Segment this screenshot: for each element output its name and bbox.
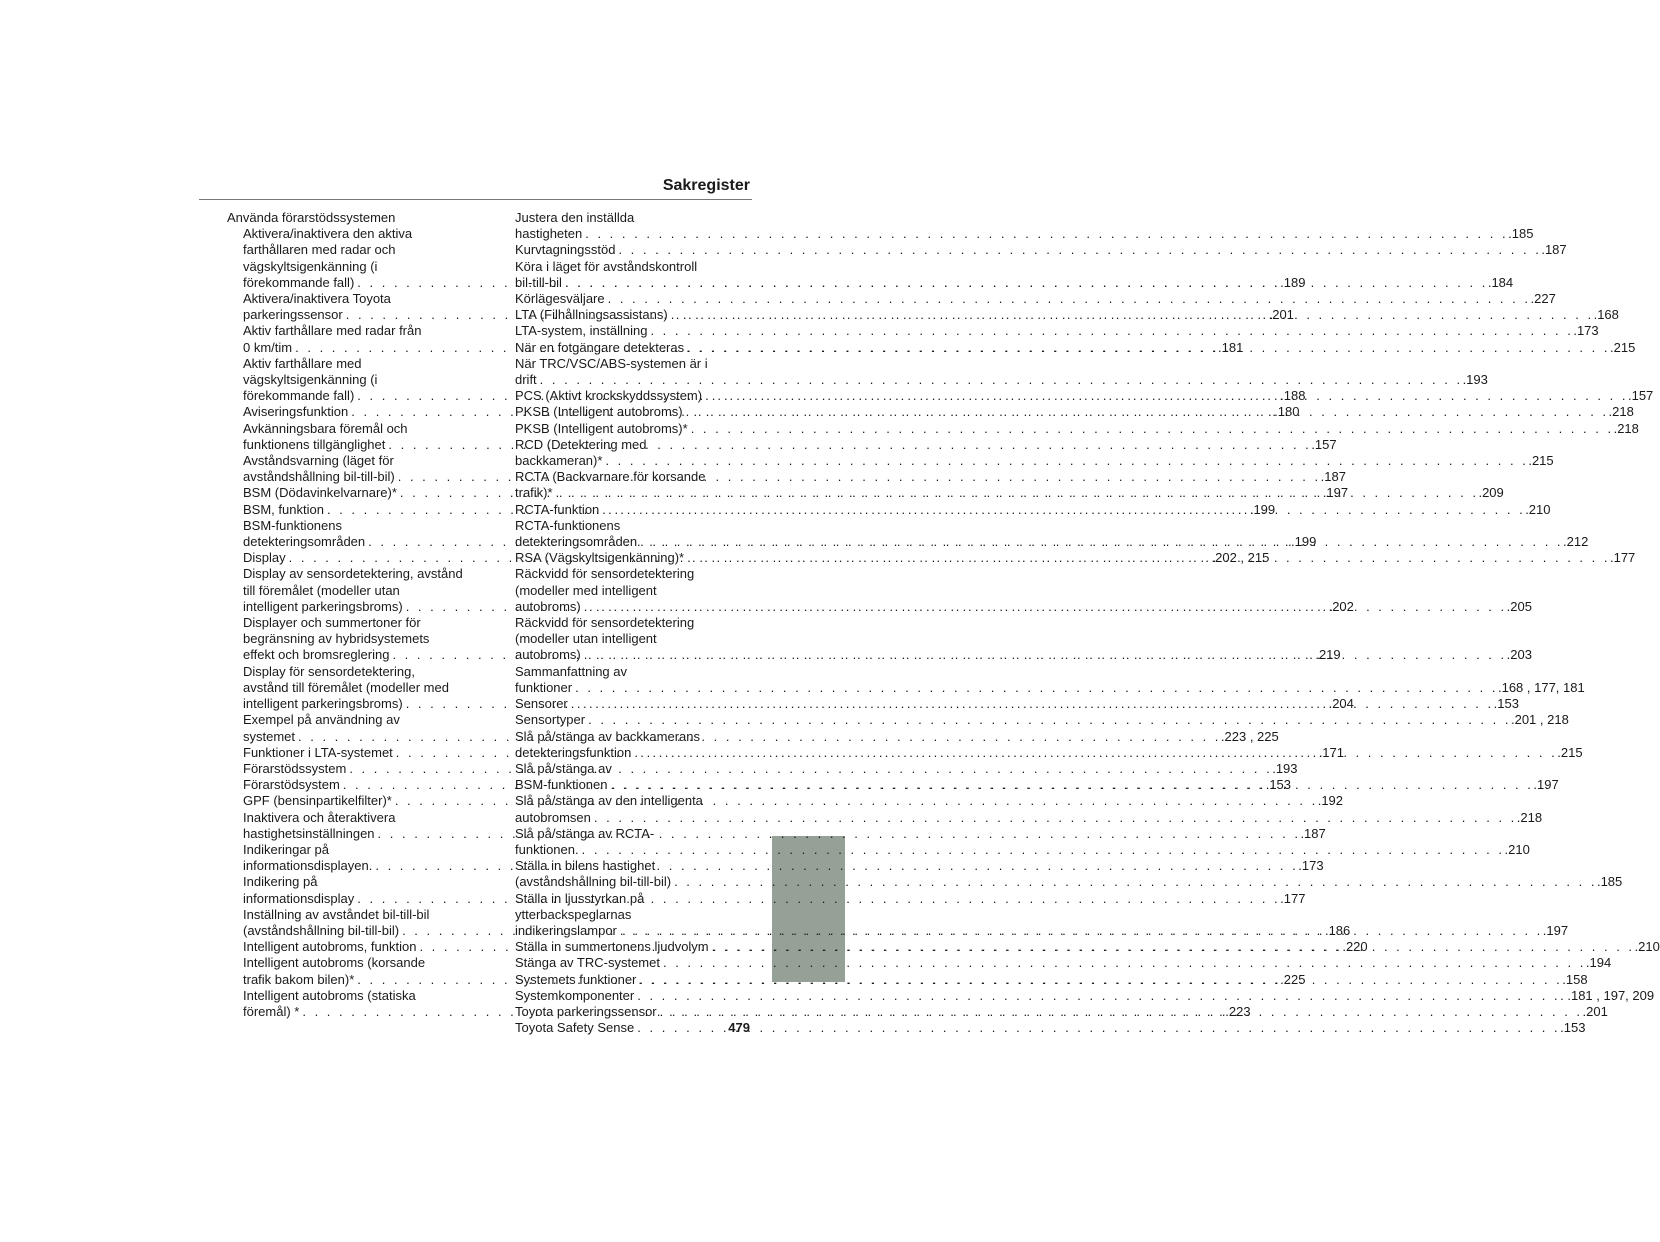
index-page-ref: .194 [1585, 955, 1612, 971]
dot-leader [684, 340, 1610, 355]
index-entry-text: Körlägesväljare [515, 291, 605, 307]
index-entry-line [515, 372, 1488, 388]
index-entry-text: Förarstödsystem [243, 777, 340, 793]
index-entry-text: hastighetsinställningen [243, 825, 375, 841]
dot-leader [599, 502, 1525, 517]
index-entry-text: Räckvidd för sensordetektering [515, 566, 695, 582]
dot-leader [660, 955, 1586, 970]
index-page-ref: .197 [1533, 777, 1559, 793]
dot-leader [688, 421, 1614, 436]
index-entry-text: Slå på/stänga av backkamerans [515, 728, 700, 744]
dot-leader [647, 323, 1573, 338]
index-entry-line [515, 712, 1569, 728]
index-page-ref: .173 [1298, 858, 1324, 874]
dot-leader [295, 729, 1221, 744]
index-page-ref: .199 [1291, 534, 1317, 550]
index-entry [515, 1020, 1586, 1036]
section-title: Sakregister [662, 177, 750, 194]
index-entry [515, 955, 1612, 971]
index-entry-text: Intelligent autobroms, funktion [243, 939, 417, 955]
dot-leader [683, 404, 1609, 419]
dot-leader [582, 226, 1508, 241]
index-entry-text: När en fotgängare detekteras [515, 339, 685, 355]
dot-leader [581, 647, 1507, 662]
index-page-ref: .153 [1560, 1020, 1586, 1036]
dot-leader [602, 453, 1528, 468]
index-entry-text: intelligent parkeringsbroms) [243, 598, 403, 614]
dot-leader [553, 485, 1479, 500]
index-page-ref: .210 [1634, 939, 1660, 955]
index-page-ref: .210 [1525, 501, 1551, 517]
index-entry-text: effekt och bromsreglering [243, 647, 390, 663]
index-entry-text: Sensortyper [515, 712, 586, 728]
index-entry-text: Intelligent autobroms (korsande [243, 955, 426, 971]
index-entry-text: detekteringsområden [515, 534, 638, 550]
index-page-ref: .157 [1627, 388, 1654, 404]
index-entry-line [515, 841, 1530, 858]
index-entry-text: Använda förarstödssystemen [227, 210, 396, 225]
index-page-ref: .187 [1541, 242, 1567, 258]
index-entry-text: Slå på/stänga av [515, 760, 612, 776]
index-entry-text: autobroms) [515, 647, 581, 663]
index-entry-text: Aktivera/inaktivera Toyota [243, 291, 391, 307]
index-entry-text: BSM, funktion [243, 501, 324, 517]
dot-leader [537, 372, 1463, 387]
index-entry-text: systemet [243, 728, 296, 744]
index-entry-text: trafik)* [515, 485, 553, 501]
dot-leader [572, 680, 1498, 695]
index-entry-text: BSM-funktionen [515, 777, 608, 793]
index-entry-text: BSM-funktionens [243, 517, 342, 533]
index-page-ref: .201 [1268, 307, 1294, 323]
dot-leader [657, 1004, 1583, 1019]
index-page-ref: .202 [1328, 598, 1354, 614]
index-entry-text: autobromsen [515, 809, 591, 825]
index-entry-text: Indikering på [243, 874, 318, 890]
index-entry-line [515, 420, 1639, 437]
index-page-ref: .215 [1557, 744, 1583, 760]
index-page-ref: .192 [1317, 793, 1344, 809]
index-page-ref: .153 [1265, 777, 1292, 793]
index-entry-text: till föremålet (modeller utan [243, 582, 400, 598]
index-entry-text: PKSB (Intelligent autobroms) [515, 404, 683, 420]
index-entry-line [515, 1020, 1586, 1036]
index-page-ref: .210 [1504, 841, 1530, 857]
index-page-ref: .185 [1596, 874, 1623, 890]
index-page-ref: .173 [1573, 323, 1599, 339]
index-page-ref: .197 [1322, 485, 1349, 501]
index-entry-line [515, 453, 1554, 469]
index-page-ref: .203 [1506, 647, 1532, 663]
dot-leader [562, 275, 1488, 290]
index-entry-text: Räckvidd för sensordetektering [515, 615, 695, 631]
index-entry-text: avstånd till föremålet (modeller med [243, 679, 449, 695]
dot-leader [709, 939, 1635, 954]
index-entry-text: Exempel på användning av [243, 712, 400, 728]
index-entry-text: GPF (bensinpartikelfilter)* [243, 793, 392, 809]
dot-leader [375, 826, 1301, 841]
index-entry-text: farthållaren med radar och [243, 242, 396, 258]
index-entry-line [515, 323, 1599, 339]
dot-leader [608, 777, 1534, 792]
index-entry-line [515, 679, 1585, 696]
dot-leader [581, 599, 1507, 614]
dot-leader [585, 712, 1511, 727]
index-entry [515, 355, 1488, 388]
index-entry-text: drift [515, 372, 537, 388]
index-page-ref: .188 [1280, 388, 1306, 404]
index-page-ref: .205 [1506, 598, 1532, 614]
header-divider [199, 199, 752, 200]
index-page-ref: .202 , 215 [1211, 550, 1270, 566]
index-entry [515, 712, 1569, 728]
index-entry-text: Display av sensordetektering, avstånd [243, 566, 463, 582]
index-entry-text: Aktivera/inaktivera den aktiva [243, 226, 413, 242]
index-entry-text: backkameran)* [515, 453, 603, 469]
index-page-ref: .212 [1563, 534, 1589, 550]
index-page-ref: .168 [1593, 307, 1619, 323]
index-page-ref: . .181 , 197, 209 [1560, 987, 1655, 1003]
dot-leader [631, 745, 1557, 760]
dot-leader [346, 761, 1272, 776]
index-entry-text: RCD (Detektering med [515, 436, 647, 452]
index-entry-text: vägskyltsigenkänning (i [243, 372, 378, 388]
index-entry-text: funktionens tillgänglighet [243, 436, 386, 452]
index-entry-text: Kurvtagningsstöd [515, 242, 616, 258]
dot-leader [615, 242, 1541, 257]
index-entry [515, 420, 1639, 437]
index-entry-text: Inställning av avståndet bil-till-bil [243, 906, 430, 922]
index-entry-text: Avståndsvarning (läget för [243, 453, 394, 469]
index-entry-text: informationsdisplayen. [243, 858, 373, 874]
index-page-ref: .227 [1530, 291, 1556, 307]
index-page-ref: .215 [1528, 453, 1554, 469]
index-entry-text: Funktioner i LTA-systemet [243, 744, 393, 760]
index-entry [515, 210, 1534, 242]
index-entry-text: ytterbackspeglarnas [515, 906, 632, 922]
index-page-ref: .186 [1324, 922, 1351, 938]
index-page-ref: .218 [1516, 809, 1543, 825]
index-page-ref: .177 [1609, 550, 1636, 566]
index-entry-line [227, 534, 1317, 550]
index-page-ref: .218 [1613, 420, 1639, 436]
index-entry-text: Aktiv farthållare med [243, 355, 362, 371]
index-entry-text: Avkänningsbara föremål och [243, 420, 408, 436]
index-page-ref: .201 , 218 [1510, 712, 1569, 728]
index-entry-text: Systemkomponenter [515, 987, 635, 1003]
index-entry-text: (avståndshållning bil-till-bil) [243, 922, 400, 938]
index-page-ref: .177 [1280, 890, 1306, 906]
index-entry [227, 210, 463, 226]
dot-leader [636, 972, 1562, 987]
index-entry [515, 242, 1567, 258]
index-entry-text: RCTA-funktion [515, 501, 600, 517]
index-entry-text: Ställa in summertonens ljudvolym [515, 939, 709, 955]
index-page-ref: .197 [1542, 922, 1569, 938]
index-entry-text: bil-till-bil [515, 274, 562, 290]
index-entry-text: Toyota Safety Sense [515, 1020, 635, 1036]
index-entry-text: BSM (Dödavinkelvarnare)* [243, 485, 397, 501]
index-entry [515, 291, 1556, 307]
index-entry-text: Ställa in ljusstyrkan på [515, 890, 645, 906]
index-entry-text: LTA-system, inställning [515, 323, 648, 339]
index-entry-text: Indikeringar på [243, 841, 329, 857]
dot-leader [568, 696, 1494, 711]
index-entry-line [515, 809, 1543, 826]
index-entry-text: funktioner [515, 679, 573, 695]
index-entry-line [515, 874, 1623, 890]
index-entry-line [515, 987, 1655, 1004]
index-entry-text: Sammanfattning av [515, 663, 628, 679]
index-page-ref: .201 [1582, 1003, 1608, 1019]
dot-leader [605, 291, 1531, 306]
dot-leader [591, 810, 1517, 825]
index-entry-text: RCTA-funktionens [515, 517, 621, 533]
index-entry-text: detekteringsfunktion [515, 744, 632, 760]
dot-leader [634, 1020, 1560, 1035]
index-page-ref: .220 [1342, 939, 1368, 955]
index-entry-text: detekteringsområden [243, 534, 366, 550]
index-entry [515, 663, 1585, 696]
index-entry-text: autobroms) [515, 598, 581, 614]
index-entry-text: Slå på/stänga av den intelligenta [515, 793, 703, 809]
index-entry-line [515, 955, 1612, 971]
index-entry-text: Förarstödssystem [243, 760, 347, 776]
index-page-ref: .187 [1320, 469, 1346, 485]
index-entry-text: Displayer och summertoner för [243, 615, 421, 631]
index-entry-text: Inaktivera och återaktivera [243, 809, 396, 825]
dot-leader [372, 858, 1298, 873]
index-entry-text: Justera den inställda [515, 210, 635, 225]
index-page-ref: .223 , 225 [1220, 728, 1279, 744]
index-entry-text: föremål) * [243, 1003, 300, 1019]
index-page-ref: .218 [1608, 404, 1634, 420]
index-page-ref: .180 [1274, 404, 1300, 420]
index-entry [515, 987, 1655, 1004]
index-page-ref: .184 [1487, 274, 1514, 290]
index-page-ref: .187 [1300, 825, 1326, 841]
index-entry-text: Köra i läget för avståndskontroll [515, 258, 698, 274]
index-entry-text: intelligent parkeringsbroms) [243, 696, 403, 712]
index-entry-line [515, 226, 1534, 242]
index-page-ref: .223 [1225, 1003, 1251, 1019]
index-entry-text: Intelligent autobroms (statiska [243, 987, 416, 1003]
index-entry-text: Aviseringsfunktion [243, 404, 349, 420]
index-page-ref: .189 [1280, 274, 1306, 290]
page-number: 479 [728, 1020, 750, 1035]
index-entry-text: LTA (Filhållningsassistans) [515, 307, 668, 323]
index-entry-text: förekommande fall) [243, 274, 355, 290]
index-page-ref: .181 [1218, 339, 1244, 355]
index-entry-text: informationsdisplay [243, 890, 355, 906]
index-entry-text: RSA (Vägskyltsigenkänning)* [515, 550, 685, 566]
index-entry-text: funktionen. [515, 841, 579, 857]
index-page-ref: .209 [1478, 485, 1504, 501]
index-entry-text: parkeringssensor [243, 307, 343, 323]
index-entry-text: (modeller med intelligent [515, 582, 657, 598]
index-entry-text: Display för sensordetektering, [243, 663, 415, 679]
dot-leader [634, 988, 1560, 1003]
index-page-ref: .219 [1315, 647, 1341, 663]
index-entry-text: Stänga av TRC-systemet [515, 955, 660, 971]
index-entry-text: trafik bakom bilen)* [243, 971, 355, 987]
index-page-ref: .185 [1508, 226, 1534, 242]
index-entry-text: (modeller utan intelligent [515, 631, 657, 647]
index-page-ref: .199 [1249, 501, 1276, 517]
index-page-ref: .193 [1462, 372, 1488, 388]
index-entry-text: Aktiv farthållare med radar från [243, 323, 422, 339]
index-page-ref: .225 [1280, 971, 1306, 987]
dot-leader [668, 307, 1594, 322]
index-entry-text: begränsning av hybridsystemets [243, 631, 430, 647]
index-entry-text: vägskyltsigenkänning (i [243, 258, 378, 274]
index-page-ref: .153 [1493, 696, 1519, 712]
index-entry-text: Sensorer [515, 696, 568, 712]
index-page-ref: .157 [1311, 436, 1337, 452]
index-page-ref: .171 [1318, 744, 1344, 760]
index-page-ref: .204 [1328, 696, 1354, 712]
index-entry-text: När TRC/VSC/ABS-systemen är i [515, 355, 708, 371]
index-entry-line [515, 291, 1556, 307]
index-entry-text: avståndshållning bil-till-bil) [243, 469, 395, 485]
index-page-ref: .168 , 177, 181 [1497, 679, 1585, 695]
index-page-ref: .215 [1610, 339, 1636, 355]
dot-leader [637, 534, 1563, 549]
index-entry-text: Toyota parkeringssensor [515, 1003, 657, 1019]
index-entry [515, 323, 1599, 339]
index-page-ref: .158 [1562, 971, 1588, 987]
dot-leader [684, 550, 1610, 565]
index-entry-text: indikeringslampor [515, 922, 617, 938]
dot-leader [579, 842, 1505, 857]
index-entry-text: (avståndshållning bil-till-bil) [515, 874, 672, 890]
dot-leader [617, 923, 1543, 938]
index-entry-text: Ställa in bilens hastighet [515, 858, 656, 874]
index-entry-line [515, 242, 1567, 258]
index-entry-text: förekommande fall) [243, 388, 355, 404]
index-entry-text: Systemets funktioner [515, 971, 637, 987]
index-entry-text: Slå på/stänga av RCTA- [515, 825, 655, 841]
index-page-ref: .193 [1272, 760, 1298, 776]
dot-leader [354, 891, 1280, 906]
index-entry-text: RCTA (Backvarnare för korsande [515, 469, 706, 485]
index-entry-text: Display [243, 550, 286, 566]
index-entry-text: PKSB (Intelligent autobroms)* [515, 420, 688, 436]
index-entry-text: PCS (Aktivt krockskyddssystem) [515, 388, 703, 404]
dot-leader [671, 874, 1597, 889]
index-entry-text: 0 km/tim [243, 339, 293, 355]
index-entry-text: hastigheten [515, 226, 583, 242]
dot-leader [702, 388, 1628, 403]
